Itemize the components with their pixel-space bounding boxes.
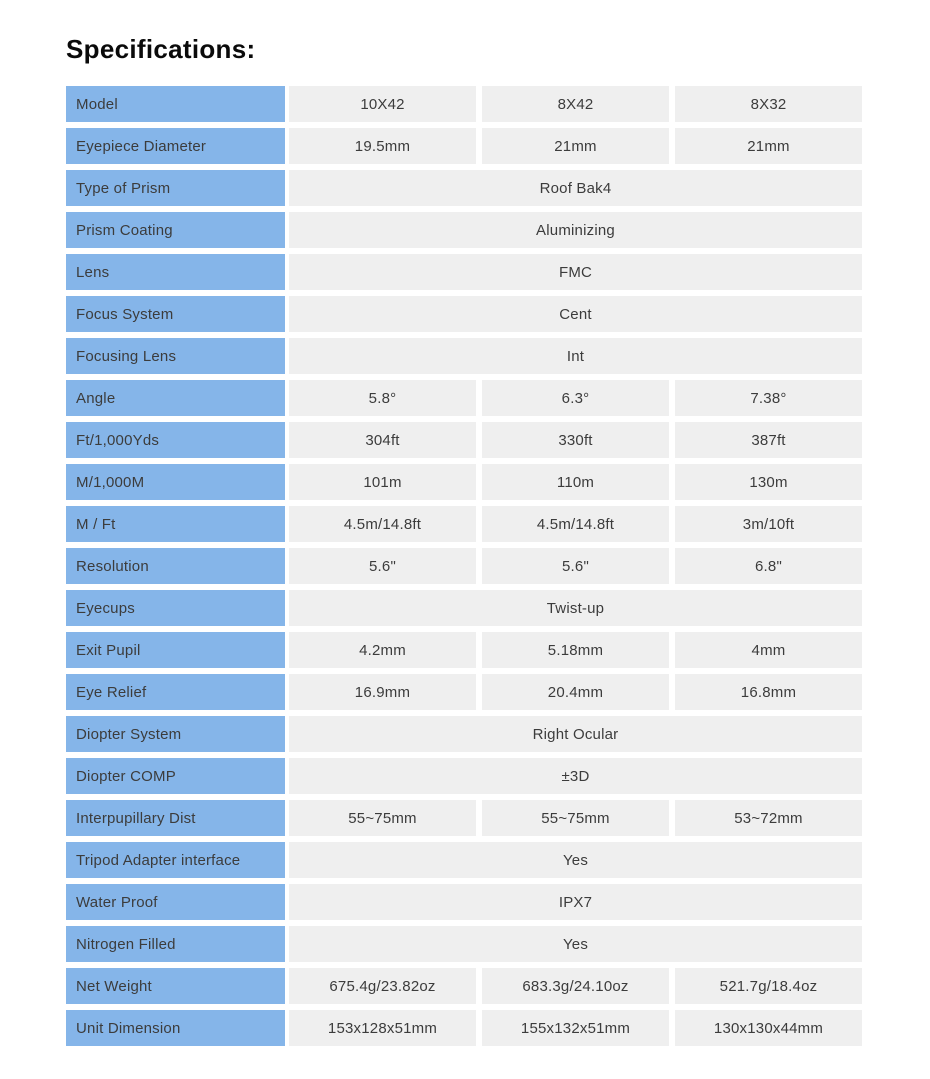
spec-label-cell: Eyepiece Diameter	[66, 128, 285, 164]
spec-row	[66, 758, 862, 794]
spec-value-cell: 130x130x44mm	[675, 1010, 862, 1046]
spec-label-cell: Resolution	[66, 548, 285, 584]
spec-values	[289, 674, 862, 710]
spec-value-cell: 55~75mm	[289, 800, 476, 836]
spec-value-cell: 675.4g/23.82oz	[289, 968, 476, 1004]
spec-value-cell: 8X32	[675, 86, 862, 122]
spec-value-cell: 130m	[675, 464, 862, 500]
spec-value-cell: 5.8°	[289, 380, 476, 416]
spec-label-cell: Lens	[66, 254, 285, 290]
spec-label-cell: Model	[66, 86, 285, 122]
spec-row	[66, 842, 862, 878]
spec-row	[66, 506, 862, 542]
spec-row	[66, 800, 862, 836]
spec-label-cell: Angle	[66, 380, 285, 416]
spec-values	[289, 1010, 862, 1046]
spec-row	[66, 338, 862, 374]
spec-value-cell-span: Aluminizing	[289, 212, 862, 248]
spec-value-cell-span: Cent	[289, 296, 862, 332]
spec-row	[66, 884, 862, 920]
spec-values	[289, 548, 862, 584]
page-title: Specifications:	[66, 34, 256, 64]
spec-row	[66, 86, 862, 122]
spec-value-cell: 330ft	[482, 422, 669, 458]
spec-values	[289, 464, 862, 500]
spec-value-cell: 4mm	[675, 632, 862, 668]
spec-value-cell-span: IPX7	[289, 884, 862, 920]
spec-row	[66, 212, 862, 248]
spec-value-cell: 20.4mm	[482, 674, 669, 710]
spec-values	[289, 506, 862, 542]
spec-values	[289, 842, 862, 878]
spec-label-cell: Eyecups	[66, 590, 285, 626]
spec-value-cell: 155x132x51mm	[482, 1010, 669, 1046]
spec-values	[289, 926, 862, 962]
spec-value-cell-span: Yes	[289, 926, 862, 962]
spec-value-cell: 21mm	[482, 128, 669, 164]
spec-values	[289, 86, 862, 122]
spec-value-cell: 19.5mm	[289, 128, 476, 164]
spec-label-cell: Focus System	[66, 296, 285, 332]
spec-row	[66, 296, 862, 332]
spec-values	[289, 884, 862, 920]
spec-label-cell: Interpupillary Dist	[66, 800, 285, 836]
spec-value-cell-span: FMC	[289, 254, 862, 290]
spec-label-cell: Exit Pupil	[66, 632, 285, 668]
spec-label-cell: Diopter COMP	[66, 758, 285, 794]
spec-value-cell: 4.5m/14.8ft	[289, 506, 476, 542]
spec-value-cell: 3m/10ft	[675, 506, 862, 542]
spec-values	[289, 170, 862, 206]
spec-value-cell: 8X42	[482, 86, 669, 122]
spec-values	[289, 380, 862, 416]
spec-value-cell: 110m	[482, 464, 669, 500]
spec-label-cell: Tripod Adapter interface	[66, 842, 285, 878]
spec-value-cell-span: ±3D	[289, 758, 862, 794]
spec-values	[289, 800, 862, 836]
spec-row	[66, 422, 862, 458]
spec-value-cell: 4.5m/14.8ft	[482, 506, 669, 542]
spec-value-cell: 10X42	[289, 86, 476, 122]
spec-values	[289, 422, 862, 458]
spec-label-cell: Diopter System	[66, 716, 285, 752]
spec-label-cell: Eye Relief	[66, 674, 285, 710]
spec-row	[66, 926, 862, 962]
spec-value-cell-span: Yes	[289, 842, 862, 878]
spec-row	[66, 632, 862, 668]
spec-value-cell: 101m	[289, 464, 476, 500]
spec-label-cell: M/1,000M	[66, 464, 285, 500]
spec-value-cell: 21mm	[675, 128, 862, 164]
spec-values	[289, 632, 862, 668]
spec-value-cell: 153x128x51mm	[289, 1010, 476, 1046]
spec-value-cell: 521.7g/18.4oz	[675, 968, 862, 1004]
spec-value-cell: 7.38°	[675, 380, 862, 416]
spec-values	[289, 758, 862, 794]
spec-label-cell: Prism Coating	[66, 212, 285, 248]
spec-value-cell-span: Right Ocular	[289, 716, 862, 752]
spec-value-cell: 16.9mm	[289, 674, 476, 710]
spec-row	[66, 128, 862, 164]
spec-label-cell: Unit Dimension	[66, 1010, 285, 1046]
spec-row	[66, 380, 862, 416]
spec-label-cell: Water Proof	[66, 884, 285, 920]
spec-values	[289, 128, 862, 164]
spec-label-cell: Net Weight	[66, 968, 285, 1004]
spec-value-cell: 5.6"	[482, 548, 669, 584]
spec-values	[289, 590, 862, 626]
spec-row	[66, 254, 862, 290]
spec-values	[289, 212, 862, 248]
spec-values	[289, 716, 862, 752]
spec-value-cell: 53~72mm	[675, 800, 862, 836]
spec-values	[289, 338, 862, 374]
spec-label-cell: Focusing Lens	[66, 338, 285, 374]
spec-value-cell: 4.2mm	[289, 632, 476, 668]
spec-value-cell: 304ft	[289, 422, 476, 458]
spec-value-cell: 683.3g/24.10oz	[482, 968, 669, 1004]
spec-row	[66, 170, 862, 206]
spec-row	[66, 1010, 862, 1046]
spec-value-cell: 5.18mm	[482, 632, 669, 668]
spec-value-cell: 5.6"	[289, 548, 476, 584]
spec-table-body	[66, 86, 862, 1052]
spec-row	[66, 464, 862, 500]
spec-values	[289, 968, 862, 1004]
spec-row	[66, 548, 862, 584]
spec-label-cell: Ft/1,000Yds	[66, 422, 285, 458]
spec-value-cell: 6.3°	[482, 380, 669, 416]
spec-row	[66, 968, 862, 1004]
spec-label-cell: M / Ft	[66, 506, 285, 542]
spec-row	[66, 674, 862, 710]
spec-label-cell: Nitrogen Filled	[66, 926, 285, 962]
spec-value-cell: 55~75mm	[482, 800, 669, 836]
spec-label-cell: Type of Prism	[66, 170, 285, 206]
spec-value-cell-span: Roof Bak4	[289, 170, 862, 206]
spec-values	[289, 296, 862, 332]
spec-value-cell-span: Int	[289, 338, 862, 374]
spec-row	[66, 590, 862, 626]
spec-row	[66, 716, 862, 752]
spec-value-cell: 16.8mm	[675, 674, 862, 710]
spec-values	[289, 254, 862, 290]
spec-value-cell: 6.8"	[675, 548, 862, 584]
spec-value-cell: 387ft	[675, 422, 862, 458]
spec-value-cell-span: Twist-up	[289, 590, 862, 626]
